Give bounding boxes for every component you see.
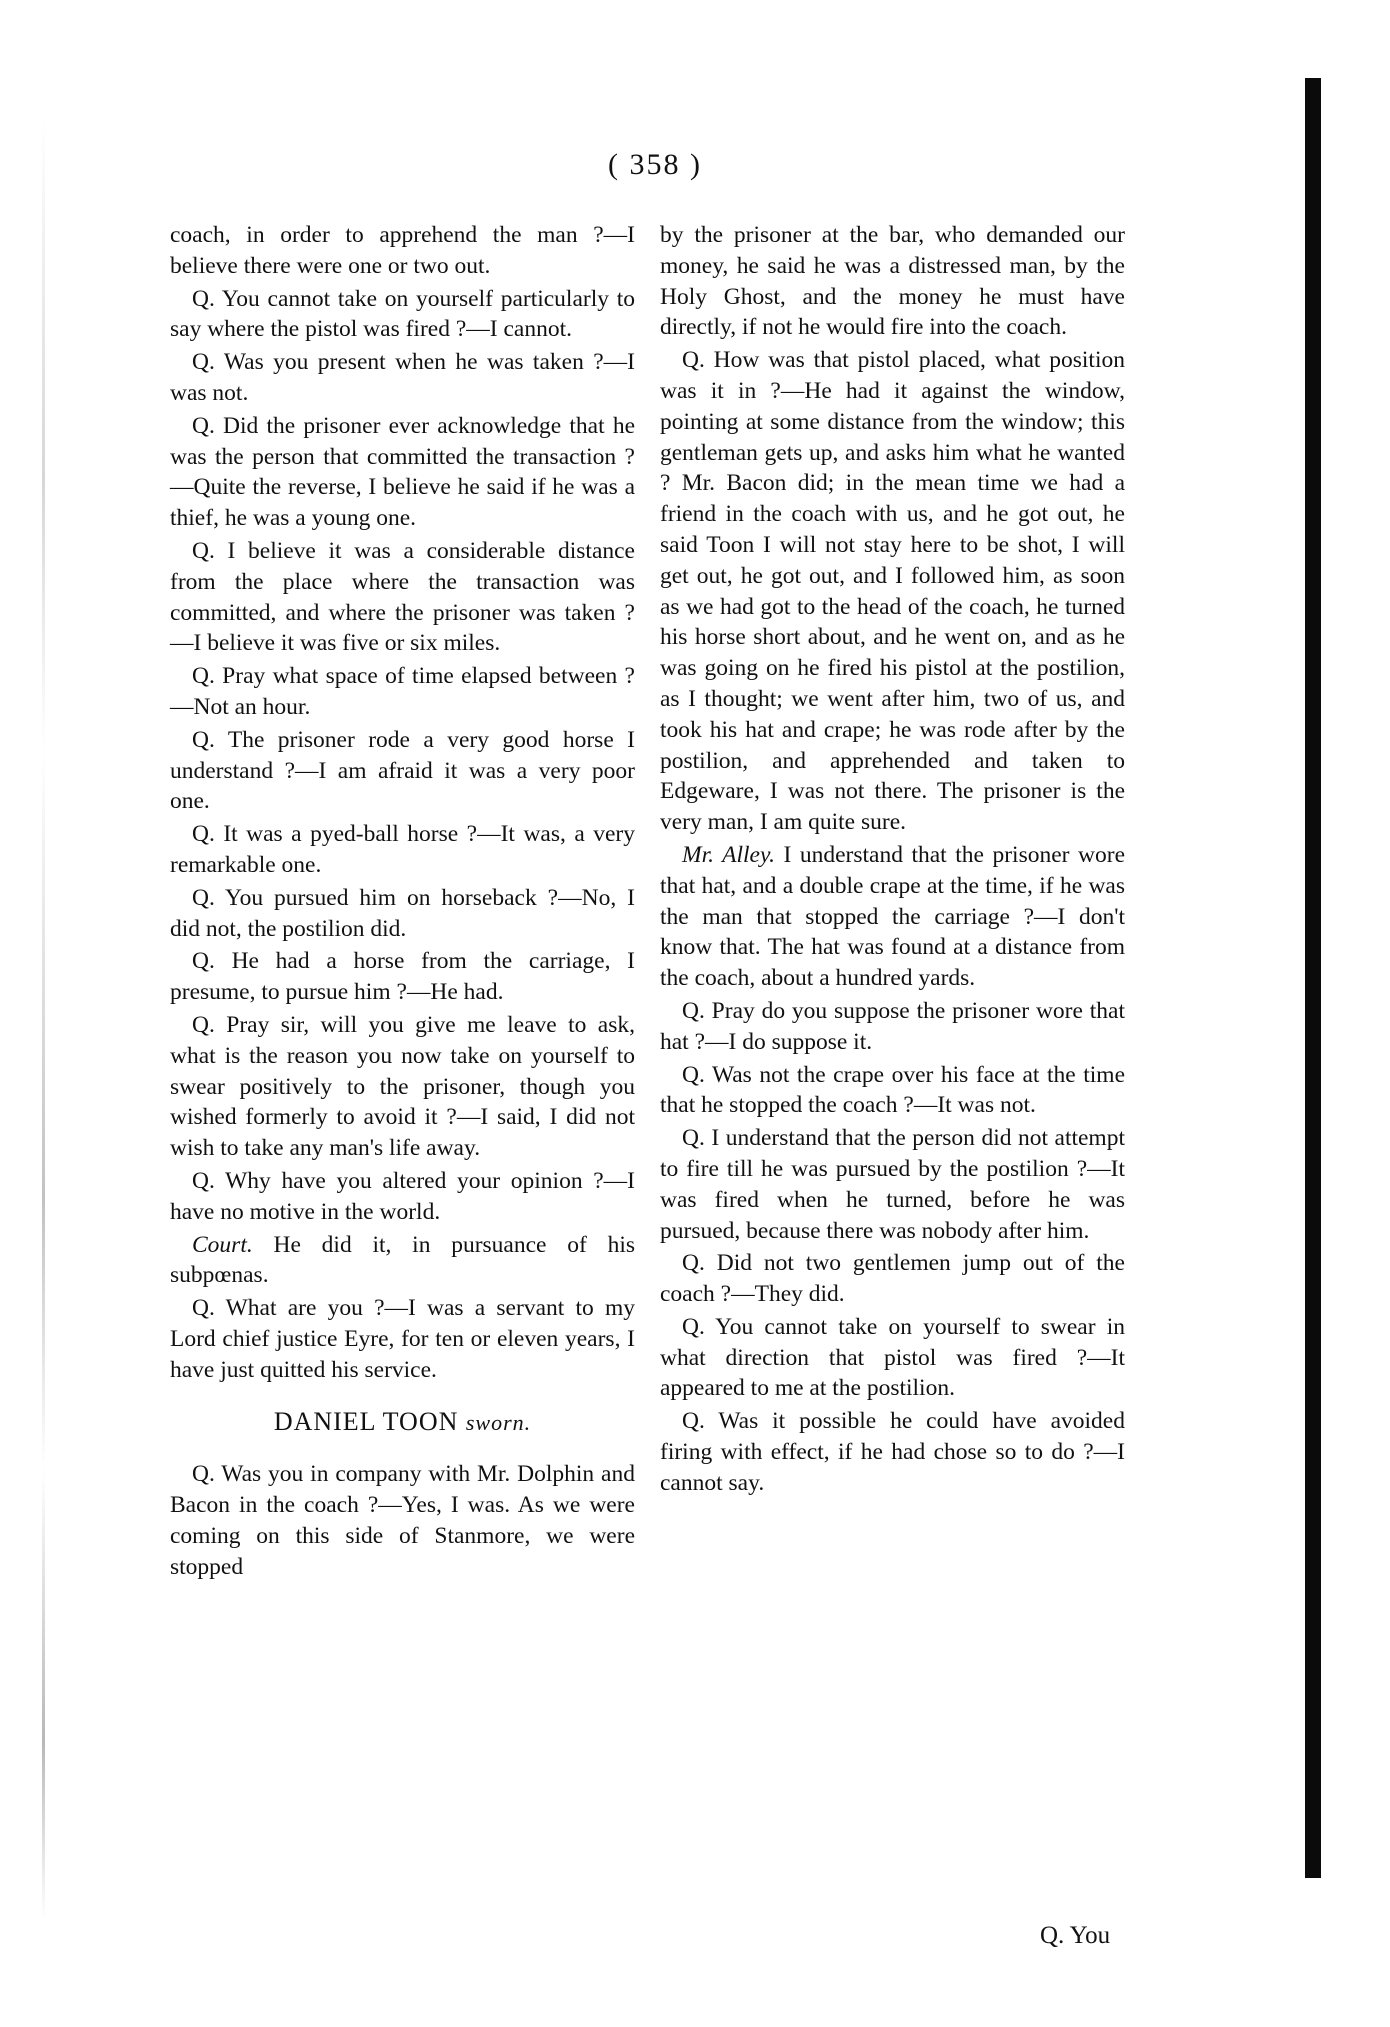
paragraph: Q. Why have you altered your opinion ?—I have no motive in the world. bbox=[170, 1167, 635, 1225]
speaker-label: Mr. Alley. bbox=[682, 841, 775, 868]
paragraph: Mr. Alley. I understand that the prisoner wore that hat, and a double crape at the time, if he was the man that stopped the carriage ?—I don't know that. The hat was found at a distance from the coach, about a hundred yards. bbox=[660, 841, 1125, 992]
left-column bbox=[170, 220, 635, 1584]
scan-binding-shadow bbox=[1305, 78, 1321, 1878]
paragraph: Q. I understand that the person did not attempt to fire till he was pursued by the postilion ?—It was fired when he turned, before he was pursued, because there was nobody after him. bbox=[660, 1125, 1125, 1244]
right-column bbox=[660, 220, 1125, 1501]
scan-left-edge bbox=[42, 120, 45, 1920]
paragraph: Q. What are you ?—I was a servant to my Lord chief justice Eyre, for ten or eleven years, I have just quitted his service. bbox=[170, 1295, 635, 1383]
paragraph: Q. Pray sir, will you give me leave to ask, what is the reason you now take on yourself to swear positively to the prisoner, though you wished formerly to avoid it ?—I said, I did not wish to take any man's life away. bbox=[170, 1011, 635, 1162]
witness-heading bbox=[170, 1407, 635, 1439]
speaker-label: Court. bbox=[192, 1231, 253, 1258]
witness-name: DANIEL TOON bbox=[273, 1407, 459, 1437]
paragraph: coach, in order to apprehend the man ?—I believe there were one or two out. bbox=[170, 222, 635, 279]
paragraph: Q. Was not the crape over his face at the time that he stopped the coach ?—It was not. bbox=[660, 1061, 1125, 1119]
paragraph: Q. Was you in company with Mr. Dolphin and Bacon in the coach ?—Yes, I was. As we were coming on this side of Stanmore, we were stopped bbox=[170, 1461, 635, 1580]
catchword: Q. You bbox=[1040, 1922, 1111, 1949]
paragraph: Q. The prisoner rode a very good horse I understand ?—I am afraid it was a very poor one. bbox=[170, 726, 635, 815]
paragraph: Q. How was that pistol placed, what position was it in ?—He had it against the window, pointing at some distance from the window; this gentleman gets up, and asks him what he wanted ? Mr. Bacon did; in the mean time we had a friend in the coach with us, and he got out, he said Toon I will not stay here to be shot, I will get out, he got out, and I followed him, as soon as we had got to the head of the coach, he turned his horse short about, and he went on, and as he was going on he fired his pistol at the postilion, as I thought; we went after him, two of us, and took his hat and crape; he was rode after by the postilion, and apprehended and taken to Edgeware, I was not there. The prisoner is the very man, I am quite sure. bbox=[660, 347, 1125, 836]
left-column-paragraphs bbox=[170, 220, 635, 1385]
left-column-paragraphs-after bbox=[170, 1459, 635, 1582]
paragraph: Q. I believe it was a considerable distance from the place where the transaction was committed, and where the prisoner was taken ?—I believe it was five or six miles. bbox=[170, 537, 635, 657]
paragraph: Q. Did the prisoner ever acknowledge that he was the person that committed the transaction ?—Quite the reverse, I believe he said if he was a thief, he was a young one. bbox=[170, 412, 635, 532]
paragraph: Q. It was a pyed-ball horse ?—It was, a very remarkable one. bbox=[170, 821, 635, 878]
paragraph: Q. You cannot take on yourself to swear in what direction that pistol was fired ?—It appeared to me at the postilion. bbox=[660, 1313, 1125, 1402]
paragraph: Q. Did not two gentlemen jump out of the coach ?—They did. bbox=[660, 1250, 1125, 1308]
witness-sworn: sworn. bbox=[465, 1410, 532, 1436]
paragraph: Q. Pray do you suppose the prisoner wore that hat ?—I do suppose it. bbox=[660, 997, 1125, 1055]
page-number: ( 358 ) bbox=[608, 148, 702, 181]
paragraph: Q. You pursued him on horseback ?—No, I did not, the postilion did. bbox=[170, 884, 635, 942]
paragraph: by the prisoner at the bar, who demanded our money, he said he was a distressed man, by the Holy Ghost, and the money he must have directly, if not he would fire into the coach. bbox=[660, 222, 1125, 341]
paragraph: Court. He did it, in pursuance of his subpœnas. bbox=[170, 1231, 635, 1289]
paragraph: Q. Pray what space of time elapsed between ?—Not an hour. bbox=[170, 663, 635, 720]
right-column-paragraphs bbox=[660, 220, 1125, 1499]
paragraph: Q. Was it possible he could have avoided firing with effect, if he had chose so to do ?—I cannot say. bbox=[660, 1408, 1125, 1496]
paragraph: Q. You cannot take on yourself particularly to say where the pistol was fired ?—I cannot. bbox=[170, 285, 635, 343]
paragraph: Q. Was you present when he was taken ?—I was not. bbox=[170, 349, 635, 406]
paragraph: Q. He had a horse from the carriage, I presume, to pursue him ?—He had. bbox=[170, 948, 635, 1006]
